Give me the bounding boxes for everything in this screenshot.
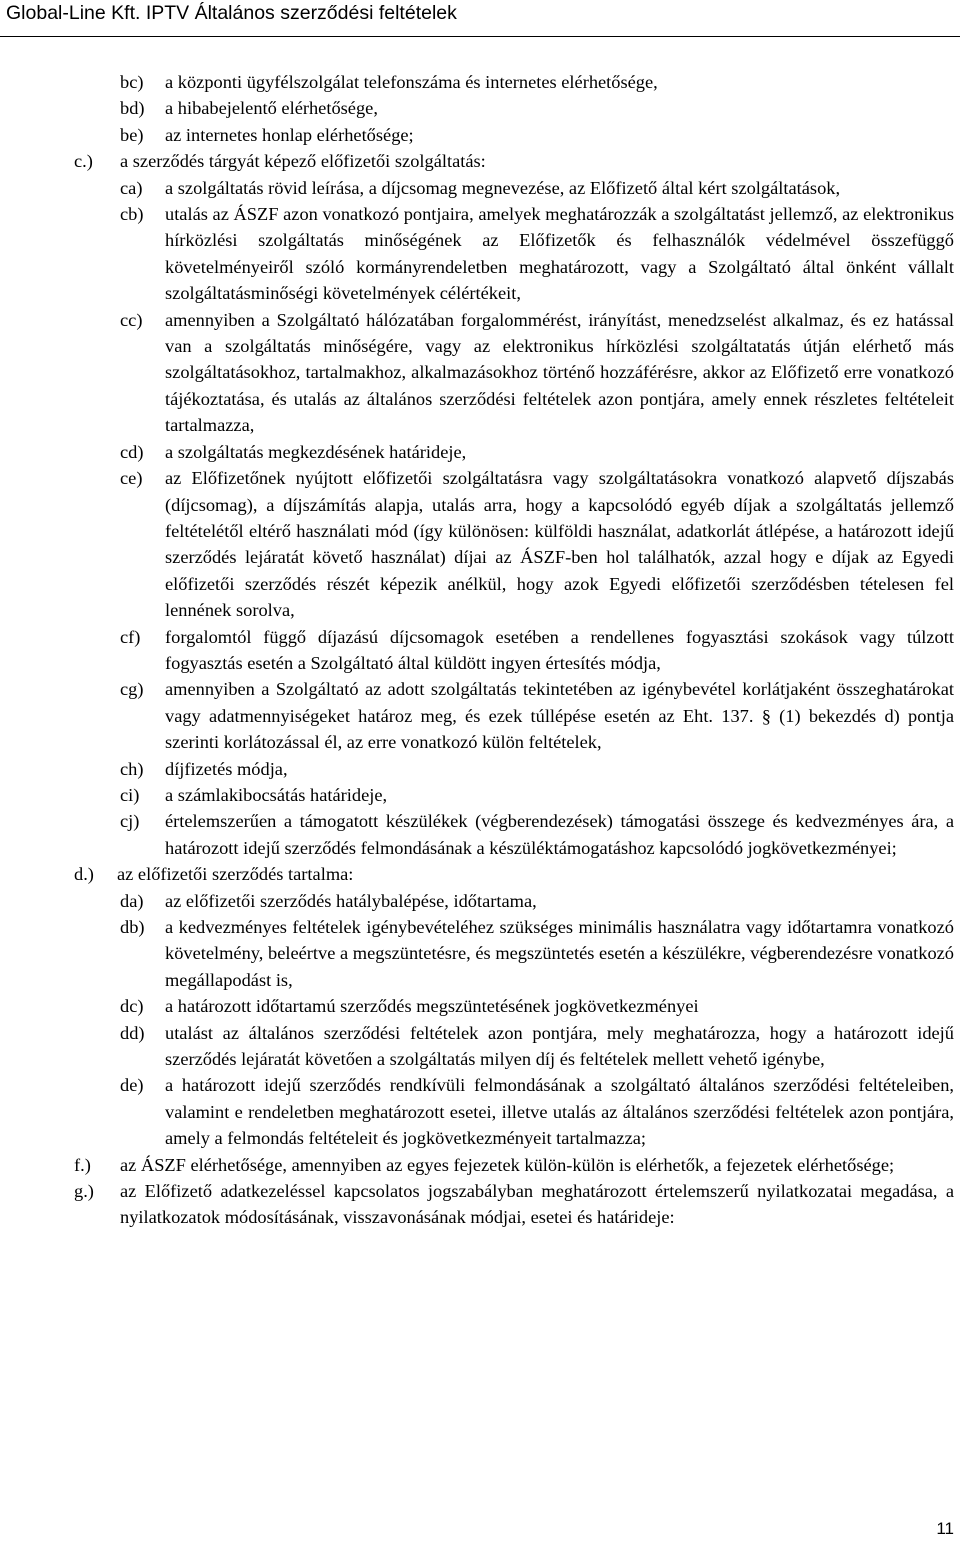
list-item-bd	[0, 95, 960, 121]
list-item-text: a szolgáltatás megkezdésének határideje,	[165, 441, 467, 462]
list-item-dc	[0, 993, 960, 1019]
list-item-cf	[0, 624, 960, 677]
section-text: az Előfizető adatkezeléssel kapcsolatos jogszabályban meghatározott értelemszerű nyilatkozatai megadása, a nyilatkozatok módosításának, visszavonásának módjai, esetei és határideje:	[120, 1181, 954, 1228]
list-item-de	[0, 1072, 960, 1151]
document-body	[0, 69, 960, 1231]
section-label: f.)	[74, 1154, 91, 1175]
list-item-label: da)	[120, 890, 144, 911]
list-item-text: a hibabejelentő elérhetősége,	[165, 98, 378, 119]
list-item-label: dc)	[120, 996, 144, 1017]
list-item-label: be)	[120, 124, 144, 145]
list-item-label: cd)	[120, 441, 144, 462]
list-item-text: az internetes honlap elérhetősége;	[165, 124, 414, 145]
list-item-da	[0, 888, 960, 914]
section-label: c.)	[74, 151, 93, 172]
list-item-cj	[0, 808, 960, 861]
list-item-text: a határozott idejű szerződés rendkívüli felmondásának a szolgáltató általános szerződési feltételeiben, valamint e rendeletben meghatározott esetei, illetve utalás az általános szerződési feltételek azon pontjára, amely a felmondás feltételeit és jogkövetkezményeit tartalmazza;	[165, 1075, 954, 1149]
list-item-text: értelemszerűen a támogatott készülékek (végberendezések) támogatási összege és kedvezményes ára, a határozott idejű szerződés felmondásának a készüléktámogatáshoz kapcsolódó jogkövetkezményei;	[165, 811, 954, 858]
list-item-label: cc)	[120, 309, 143, 330]
list-item-cd	[0, 439, 960, 465]
list-item-ci	[0, 782, 960, 808]
list-item-text: díjfizetés módja,	[165, 758, 288, 779]
list-item-label: cj)	[120, 811, 140, 832]
list-item-cg	[0, 676, 960, 755]
list-item-label: bd)	[120, 98, 145, 119]
section-item-d	[0, 861, 960, 887]
list-item-label: cf)	[120, 626, 141, 647]
list-item-bc	[0, 69, 960, 95]
list-item-text: forgalomtól függő díjazású díjcsomagok esetében a rendellenes fogyasztási szokások vagy túlzott fogyasztás esetén a Szolgáltató által küldött ingyen értesítés módja,	[165, 626, 954, 673]
list-item-label: ch)	[120, 758, 144, 779]
list-item-text: a központi ügyfélszolgálat telefonszáma és internetes elérhetősége,	[165, 72, 658, 92]
list-item-label: db)	[120, 917, 145, 937]
list-item-db	[0, 914, 960, 993]
header-divider	[0, 36, 960, 37]
section-item-f	[0, 1152, 960, 1178]
section-item-g	[0, 1178, 960, 1231]
list-item-label: ca)	[120, 177, 143, 198]
section-item-c	[0, 148, 960, 174]
section-label: g.)	[74, 1181, 94, 1202]
list-item-label: de)	[120, 1075, 144, 1096]
list-item-label: ci)	[120, 784, 140, 805]
list-item-text: utalást az általános szerződési feltételek azon pontjára, mely meghatározza, hogy a határozott idejű szerződés lejáratát követően a szolgáltatás milyen díj és feltételek mellett vehető igénybe,	[165, 1022, 954, 1070]
list-item-ce	[0, 465, 960, 623]
list-item-cc	[0, 307, 960, 439]
list-item-label: cb)	[120, 204, 144, 225]
list-item-label: ce)	[120, 468, 143, 489]
list-item-text: a határozott időtartamú szerződés megszüntetésének jogkövetkezményei	[165, 996, 699, 1017]
list-item-text: amennyiben a Szolgáltató az adott szolgáltatás tekintetében az igénybevétel korlátjaként összeghatárokat vagy adatmennyiségeket határoz meg, és ezek túllépése esetén az Eht. 137. § (1) bekezdés d) pontja szerinti korlátozással él, az erre vonatkozó külön feltételek,	[165, 679, 954, 753]
list-item-dd	[0, 1020, 960, 1073]
list-item-label: dd)	[120, 1022, 145, 1043]
list-item-be	[0, 122, 960, 148]
list-item-text: utalás az ÁSZF azon vonatkozó pontjaira, amelyek meghatározzák a szolgáltatást jellemző, az elektronikus hírközlési szolgáltatás minőségének az Előfizetők és felhasználók védelmével összefüggő követelményeiről szóló kormányrendeletben meghatározott, vagy a Szolgáltató által önként vállalt szolgáltatásminőségi követelmények célértékeit,	[165, 204, 954, 304]
section-text: az előfizetői szerződés tartalma:	[117, 864, 354, 885]
section-text: az ÁSZF elérhetősége, amennyiben az egyes fejezetek külön-külön is elérhetők, a fejezetek elérhetősége;	[120, 1154, 895, 1175]
list-item-label: cg)	[120, 679, 144, 700]
list-item-ca	[0, 175, 960, 201]
list-item-text: a kedvezményes feltételek igénybevételéhez szükséges minimális használatra vagy időtartamra vonatkozó követelmény, beleértve a megszüntetésre, és megszüntetés esetén a készülékre, végberendezésre vonatkozó megállapodást is,	[165, 917, 954, 990]
list-item-text: a számlakibocsátás határideje,	[165, 784, 388, 805]
section-text: a szerződés tárgyát képező előfizetői szolgáltatás:	[120, 151, 486, 172]
list-item-text: az Előfizetőnek nyújtott előfizetői szolgáltatásra vagy szolgáltatásokra vonatkozó alapvető díjszabás (díjcsomag), a díjszámítás alapja, utalás arra, hogy a kapcsolódó egyéb díjak a szolgáltatás jellemző feltételétől eltérő használati mód (így különösen: külföldi használat, adatkorlát átlépése, a határozott idejű szerződés lejáratát követő használat) díjai az ÁSZF-ben hol találhatók, azzal hogy e díjak az Egyedi előfizetői szerződés részét képezik anélkül, hogy azok Egyedi előfizetői szerződésben tételesen fel lennének sorolva,	[165, 468, 954, 621]
list-item-ch	[0, 756, 960, 782]
list-item-text: az előfizetői szerződés hatálybalépése, időtartama,	[165, 890, 537, 911]
list-item-text: a szolgáltatás rövid leírása, a díjcsomag megnevezése, az Előfizető által kért szolgáltatások,	[165, 177, 841, 198]
document-header	[6, 0, 946, 26]
list-item-label: bc)	[120, 72, 144, 92]
document-header-title: Global-Line Kft. IPTV Általános szerződési feltételek	[6, 2, 457, 24]
section-label: d.)	[74, 864, 94, 885]
list-item-text: amennyiben a Szolgáltató hálózatában forgalommérést, irányítást, menedzselést alkalmaz, és ez hatással van a szolgáltatás minőségére, vagy az elektronikus hírközlési szolgáltatatás útján elérhető más szolgáltatásokhoz, tartalmakhoz, alkalmazásokhoz történő hozzáférésre, akkor az Előfizető erre vonatkozó tájékoztatása, és utalás az általános szerződési feltételek azon pontjára, amely ennek részletes feltételeit tartalmazza,	[165, 309, 954, 436]
list-item-cb	[0, 201, 960, 307]
page-number: 11	[936, 1519, 954, 1538]
